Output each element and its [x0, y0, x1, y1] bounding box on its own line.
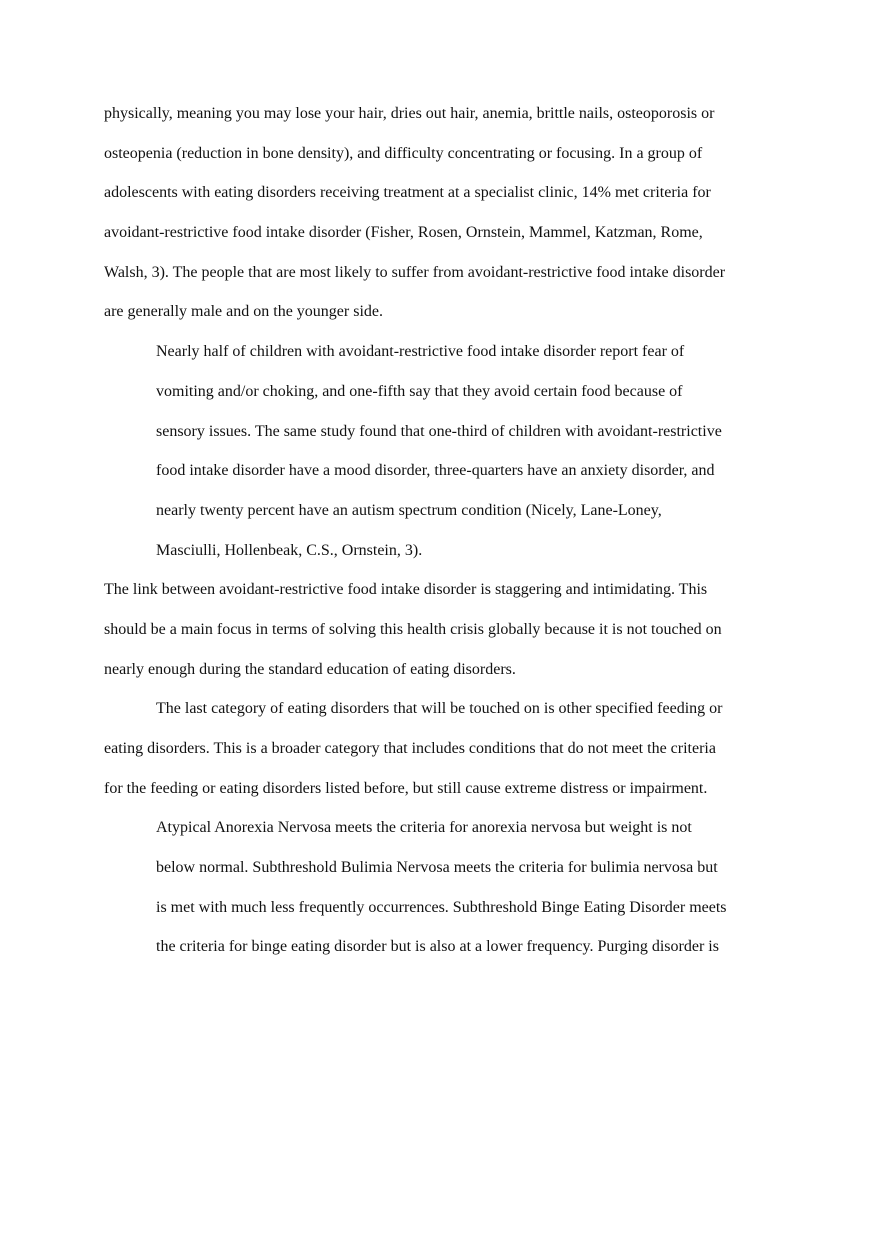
text-line: vomiting and/or choking, and one-fifth say that they avoid certain food because of — [156, 382, 683, 400]
text-line: sensory issues. The same study found that one-third of children with avoidant-restrictive — [156, 422, 722, 440]
text-line: should be a main focus in terms of solving this health crisis globally because it is not touched on — [104, 620, 722, 638]
text-line: adolescents with eating disorders receiving treatment at a specialist clinic, 14% met criteria for — [104, 184, 711, 202]
text-line: physically, meaning you may lose your hair, dries out hair, anemia, brittle nails, osteoporosis or — [104, 105, 715, 122]
text-line: osteopenia (reduction in bone density), and difficulty concentrating or focusing. In a group of — [104, 144, 703, 162]
text-line: Nearly half of children with avoidant-restrictive food intake disorder report fear of — [156, 343, 685, 361]
document-body — [104, 94, 779, 967]
text-line: Atypical Anorexia Nervosa meets the criteria for anorexia nervosa but weight is not — [156, 819, 692, 837]
text-line: The link between avoidant-restrictive food intake disorder is staggering and intimidating. This — [104, 581, 708, 599]
text-line: food intake disorder have a mood disorder, three-quarters have an anxiety disorder, and — [156, 462, 715, 480]
text-line: below normal. Subthreshold Bulimia Nervosa meets the criteria for bulimia nervosa but — [156, 859, 718, 877]
text-line: for the feeding or eating disorders listed before, but still cause extreme distress or impairment. — [104, 779, 708, 797]
text-line: Masciulli, Hollenbeak, C.S., Ornstein, 3). — [156, 541, 423, 559]
text-line: are generally male and on the younger side. — [104, 303, 383, 321]
text-line: is met with much less frequently occurrences. Subthreshold Binge Eating Disorder meets — [156, 898, 727, 916]
text-line: avoidant-restrictive food intake disorder (Fisher, Rosen, Ornstein, Mammel, Katzman, Rome, — [104, 224, 703, 242]
text-line: eating disorders. This is a broader category that includes conditions that do not meet the criteria — [104, 740, 716, 757]
block-quote-arfid — [104, 332, 779, 570]
text-line: the criteria for binge eating disorder but is also at a lower frequency. Purging disorder is — [156, 938, 719, 956]
text-line: Walsh, 3). The people that are most likely to suffer from avoidant-restrictive food intake disorder — [104, 263, 726, 281]
text-line: The last category of eating disorders that will be touched on is other specified feeding or — [156, 700, 723, 718]
paragraph-osfed — [104, 689, 779, 808]
text-line: nearly twenty percent have an autism spectrum condition (Nicely, Lane-Loney, — [156, 501, 662, 519]
text-line: nearly enough during the standard education of eating disorders. — [104, 660, 516, 678]
paragraph-link — [104, 570, 779, 689]
paragraph-continuation — [104, 94, 779, 332]
block-quote-osfed — [104, 808, 779, 967]
